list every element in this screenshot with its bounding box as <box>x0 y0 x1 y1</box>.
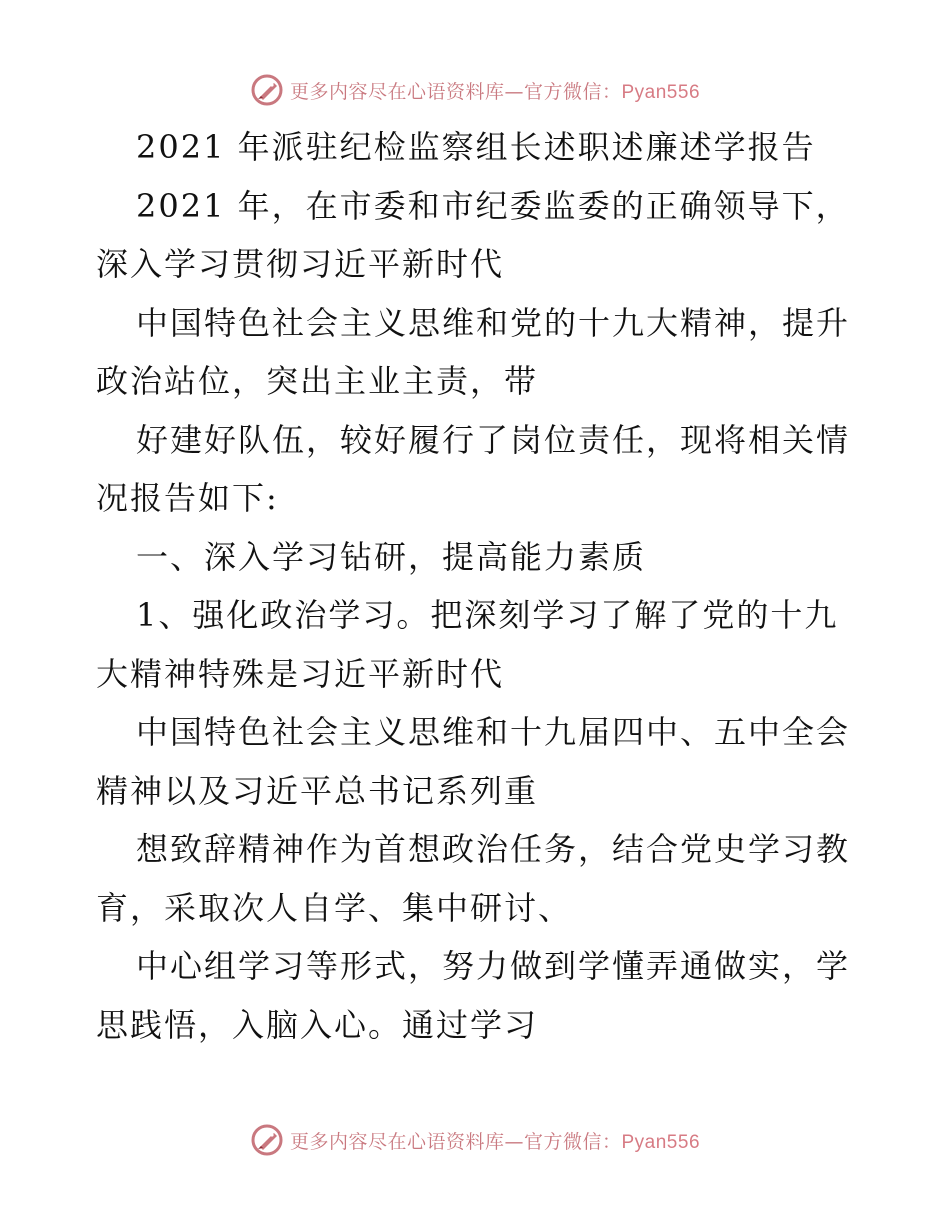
paragraph-line: 精神以及习近平总书记系列重 <box>96 771 539 810</box>
watermark-group <box>250 73 700 107</box>
paragraph-line: 况报告如下: <box>96 479 279 517</box>
paragraph-line: 深入学习贯彻习近平新时代 <box>96 245 505 283</box>
section-heading: 一、深入学习钻研，提高能力素质 <box>136 537 647 576</box>
paragraph-line: 育，采取次人自学、集中研讨、 <box>96 888 573 927</box>
pen-nib-circle-icon <box>250 1123 284 1157</box>
watermark-slogan: 更多内容尽在心语资料库 <box>289 80 505 103</box>
watermark-wechat-id: Pyan556 <box>621 1131 701 1153</box>
pen-nib-circle-icon <box>250 73 284 107</box>
document-title: 2021 年派驻纪检监察组长述职述廉述学报告 <box>136 128 816 166</box>
watermark-text <box>290 1127 700 1154</box>
paragraph-line: 大精神特殊是习近平新时代 <box>96 654 505 693</box>
paragraph-line: 思践悟，入脑入心。通过学习 <box>96 1005 539 1044</box>
paragraph-line: 政治站位，突出主业主责，带 <box>96 362 539 400</box>
paragraph-line: 中国特色社会主义思维和党的十九大精神，提升 <box>136 303 851 342</box>
watermark-separator: — <box>504 80 524 103</box>
paragraph-line: 中国特色社会主义思维和十九届四中、五中全会 <box>136 713 851 751</box>
watermark-separator: — <box>504 1130 524 1153</box>
watermark-slogan: 更多内容尽在心语资料库 <box>289 1130 505 1153</box>
paragraph-line: 2021 年，在市委和市纪委监委的正确领导下， <box>136 186 850 225</box>
paragraph-line: 想致辞精神作为首想政治任务，结合党史学习教 <box>136 830 851 868</box>
paragraph-line: 1、强化政治学习。把深刻学习了解了党的十九 <box>136 596 839 634</box>
paragraph-line: 好建好队伍，较好履行了岗位责任，现将相关情 <box>136 420 851 459</box>
footer-watermark <box>0 1120 950 1160</box>
watermark-text <box>290 77 700 104</box>
document-body <box>96 118 856 1054</box>
watermark-label: 官方微信： <box>523 1130 622 1153</box>
header-watermark <box>0 70 950 110</box>
watermark-label: 官方微信： <box>523 80 622 103</box>
watermark-wechat-id: Pyan556 <box>621 81 701 103</box>
paragraph-line: 中心组学习等形式，努力做到学懂弄通做实，学 <box>136 947 851 985</box>
watermark-group <box>250 1123 700 1157</box>
